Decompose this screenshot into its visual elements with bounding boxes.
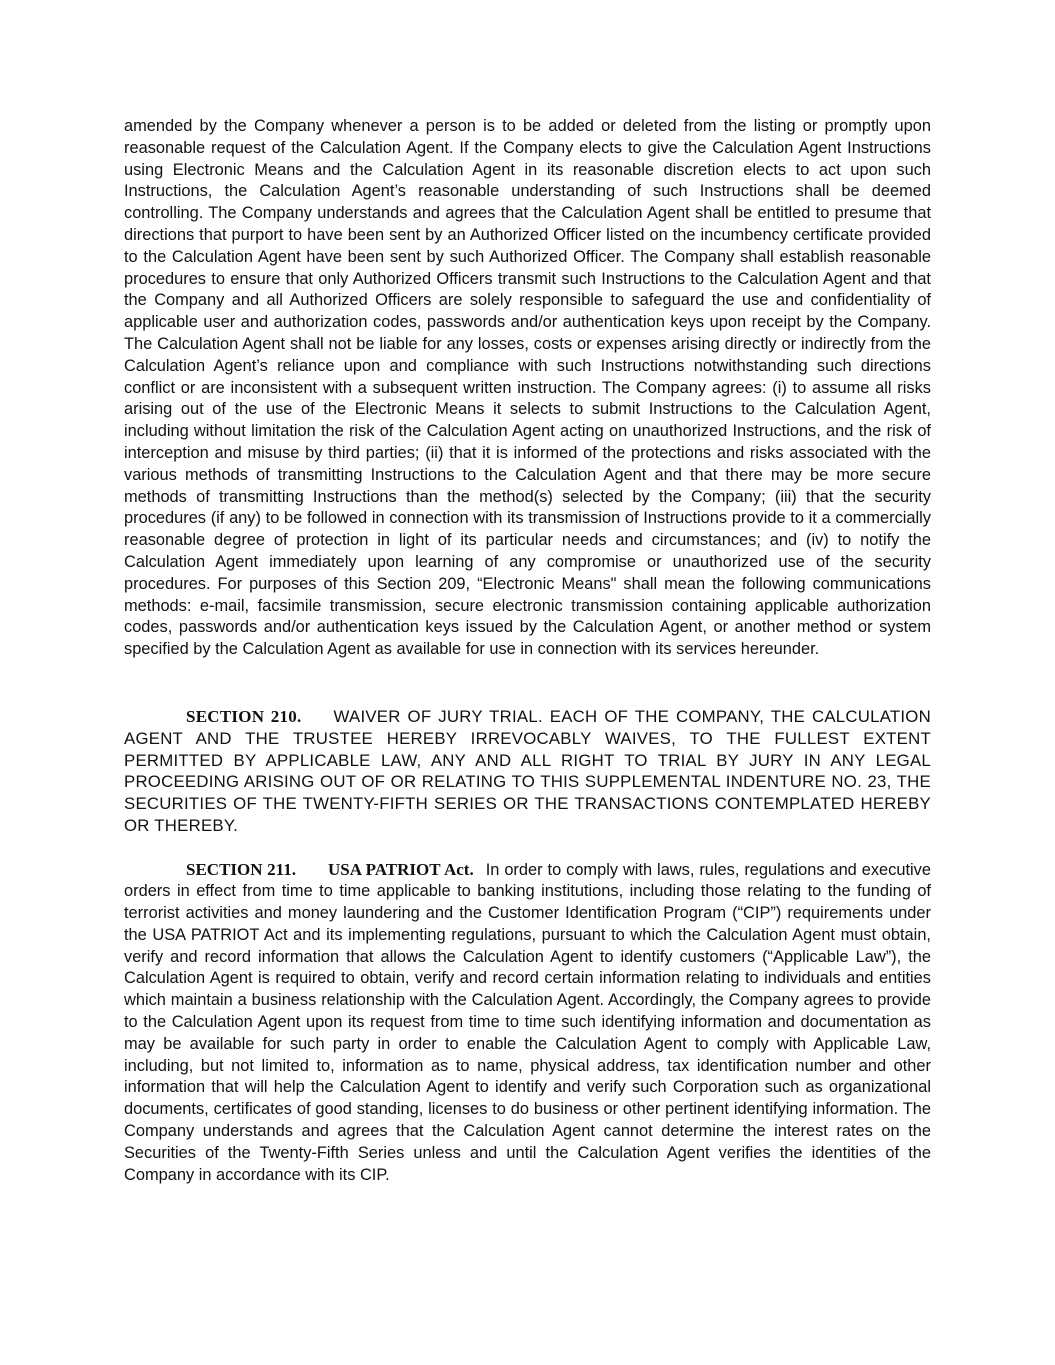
section-211-heading: SECTION 211.	[186, 859, 296, 879]
section-211-text: In order to comply with laws, rules, regulations and executive orders in effect from time to time applicable to banking institutions, including those relating to the funding of terrorist activities and money laundering and the Customer Identification Program (“CIP”) requirements under the USA PATRIOT Act and its implementing regulations, pursuant to which the Calculation Agent must obtain, verify and record information that allows the Calculation Agent to identify customers (“Applicable Law”), the Calculation Agent is required to obtain, verify and record certain information relating to individuals and entities which maintain a business relationship with the Calculation Agent. Accordingly, the Company agrees to provide to the Calculation Agent upon its request from time to time such identifying information and documentation as may be available for such party in order to enable the Calculation Agent to comply with Applicable Law, including, but not limited to, information as to name, physical address, tax identification number and other information that will help the Calculation Agent to identify and verify such Corporation such as organizational documents, certificates of good standing, licenses to do business or other pertinent identifying information. The Company understands and agrees that the Calculation Agent cannot determine the interest rates on the Securities of the Twenty-Fifth Series unless and until the Calculation Agent verifies the identities of the Company in accordance with its CIP.	[124, 860, 931, 1184]
intro-paragraph	[124, 116, 931, 661]
section-211-paragraph	[124, 859, 931, 1187]
section-210-paragraph	[124, 706, 931, 837]
section-211-title: USA PATRIOT Act.	[327, 859, 474, 879]
section-210-heading: SECTION 210.	[186, 706, 302, 726]
section-210-text: WAIVER OF JURY TRIAL. EACH OF THE COMPANY, THE CALCULATION AGENT AND THE TRUSTEE HEREBY IRREVOCABLY WAIVES, TO THE FULLEST EXTENT PERMITTED BY APPLICABLE LAW, ANY AND ALL RIGHT TO TRIAL BY JURY IN ANY LEGAL PROCEEDING ARISING OUT OF OR RELATING TO THIS SUPPLEMENTAL INDENTURE NO. 23, THE SECURITIES OF THE TWENTY-FIFTH SERIES OR THE TRANSACTIONS CONTEMPLATED HEREBY OR THEREBY.	[124, 706, 931, 835]
intro-paragraph-text: amended by the Company whenever a person is to be added or deleted from the listing or promptly upon reasonable request of the Calculation Agent. If the Company elects to give the Calculation Agent Instructions using Electronic Means and the Calculation Agent in its reasonable discretion elects to act upon such Instructions, the Calculation Agent’s reasonable understanding of such Instructions shall be deemed controlling. The Company understands and agrees that the Calculation Agent shall be entitled to presume that directions that purport to have been sent by an Authorized Officer listed on the incumbency certificate provided to the Calculation Agent have been sent by such Authorized Officer. The Company shall establish reasonable procedures to ensure that only Authorized Officers transmit such Instructions to the Calculation Agent and that the Company and all Authorized Officers are solely responsible to safeguard the use and confidentiality of applicable user and authorization codes, passwords and/or authentication keys upon receipt by the Company. The Calculation Agent shall not be liable for any losses, costs or expenses arising directly or indirectly from the Calculation Agent’s reliance upon and compliance with such Instructions notwithstanding such directions conflict or are inconsistent with a subsequent written instruction. The Company agrees: (i) to assume all risks arising out of the use of the Electronic Means it selects to submit Instructions to the Calculation Agent, including without limitation the risk of the Calculation Agent acting on unauthorized Instructions, and the risk of interception and misuse by third parties; (ii) that it is informed of the protections and risks associated with the various methods of transmitting Instructions to the Calculation Agent and that there may be more secure methods of transmitting Instructions than the method(s) selected by the Company; (iii) that the security procedures (if any) to be followed in connection with its transmission of Instructions provide to it a commercially reasonable degree of protection in light of its particular needs and circumstances; and (iv) to notify the Calculation Agent immediately upon learning of any compromise or unauthorized use of the security procedures. For purposes of this Section 209, “Electronic Means" shall mean the following communications methods: e-mail, facsimile transmission, secure electronic transmission containing applicable authorization codes, passwords and/or authentication keys issued by the Calculation Agent, or another method or system specified by the Calculation Agent as available for use in connection with its services hereunder.	[124, 117, 931, 659]
document-page	[124, 116, 931, 1186]
